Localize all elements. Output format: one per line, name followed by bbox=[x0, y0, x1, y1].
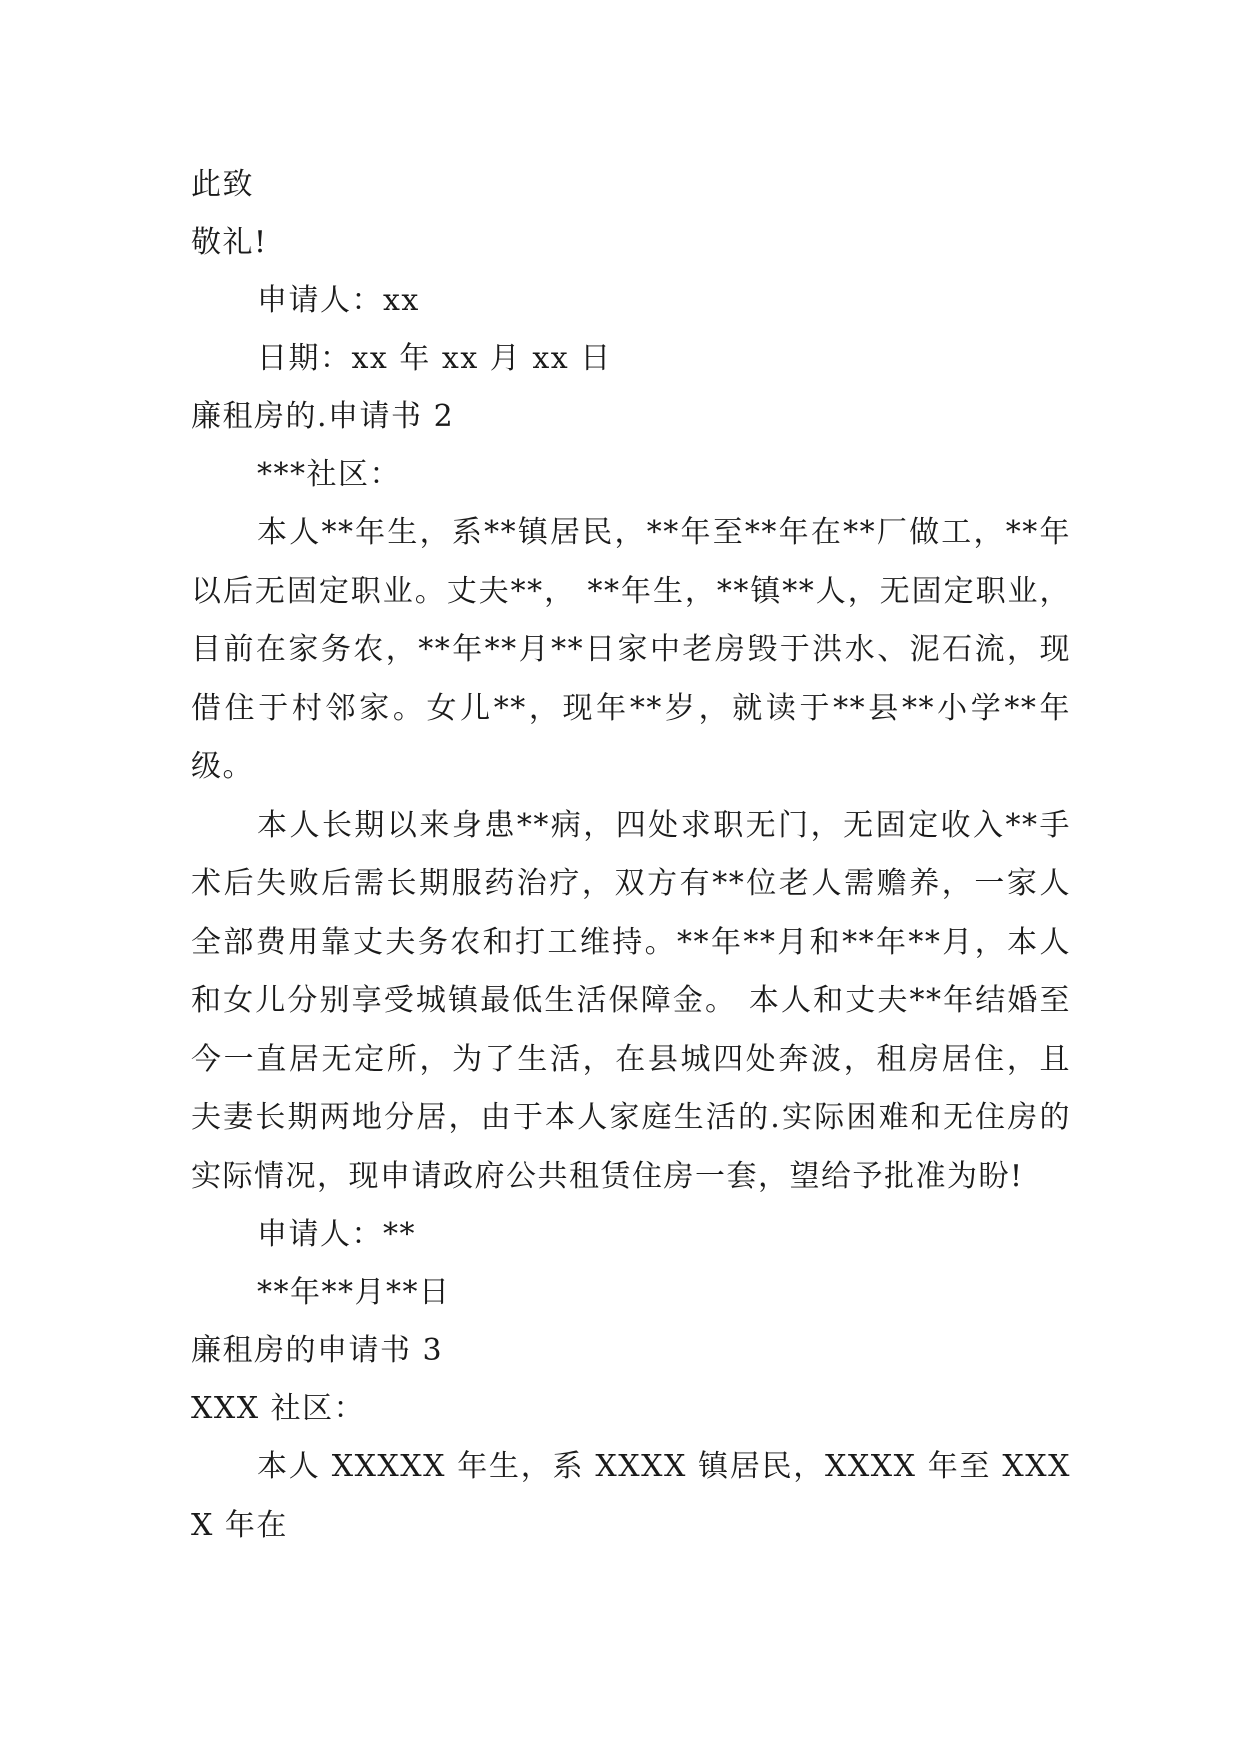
body-paragraph-2: 本人长期以来身患**病，四处求职无门，无固定收入**手术后失败后需长期服药治疗，双方有**位老人需赡养，一家人全部费用靠丈夫务农和打工维持。**年**月和**年**月，本人和女儿分别享受城镇最低生活保障金。 本人和丈夫**年结婚至今一直居无定所，为了生活，在县城四处奔波，租房居住，且夫妻长期两地分居，由于本人家庭生活的.实际困难和无住房的实际情况，现申请政府公共租赁住房一套，望给予批准为盼! bbox=[191, 807, 1071, 1194]
body-paragraph-1: 本人**年生，系**镇居民，**年至**年在**厂做工，**年以后无固定职业。丈夫**， **年生，**镇**人，无固定职业，目前在家务农，**年**月**日家中老房毁于洪水、泥石流，现借住于村邻家。女儿**，现年**岁，就读于**县**小学**年级。 bbox=[191, 515, 1071, 784]
closing-line-2: 敬礼! bbox=[191, 225, 268, 260]
section-title-2: 廉租房的.申请书 2 bbox=[191, 399, 455, 434]
section-title-3: 廉租房的申请书 3 bbox=[191, 1333, 444, 1368]
signature-date: 日期：xx 年 xx 月 xx 日 bbox=[257, 341, 612, 376]
recipient-line-3: XXX 社区： bbox=[191, 1391, 366, 1426]
document-body bbox=[191, 156, 1071, 1555]
signature-date-2: **年**月**日 bbox=[257, 1275, 451, 1310]
applicant-signature: 申请人：xx bbox=[257, 283, 420, 318]
body-paragraph-3: 本人 XXXXX 年生，系 XXXX 镇居民，XXXX 年至 XXXX 年在 bbox=[191, 1449, 1071, 1543]
closing-line-1: 此致 bbox=[191, 167, 254, 202]
recipient-line-2: ***社区： bbox=[257, 457, 401, 492]
applicant-signature-2: 申请人：** bbox=[257, 1217, 416, 1252]
